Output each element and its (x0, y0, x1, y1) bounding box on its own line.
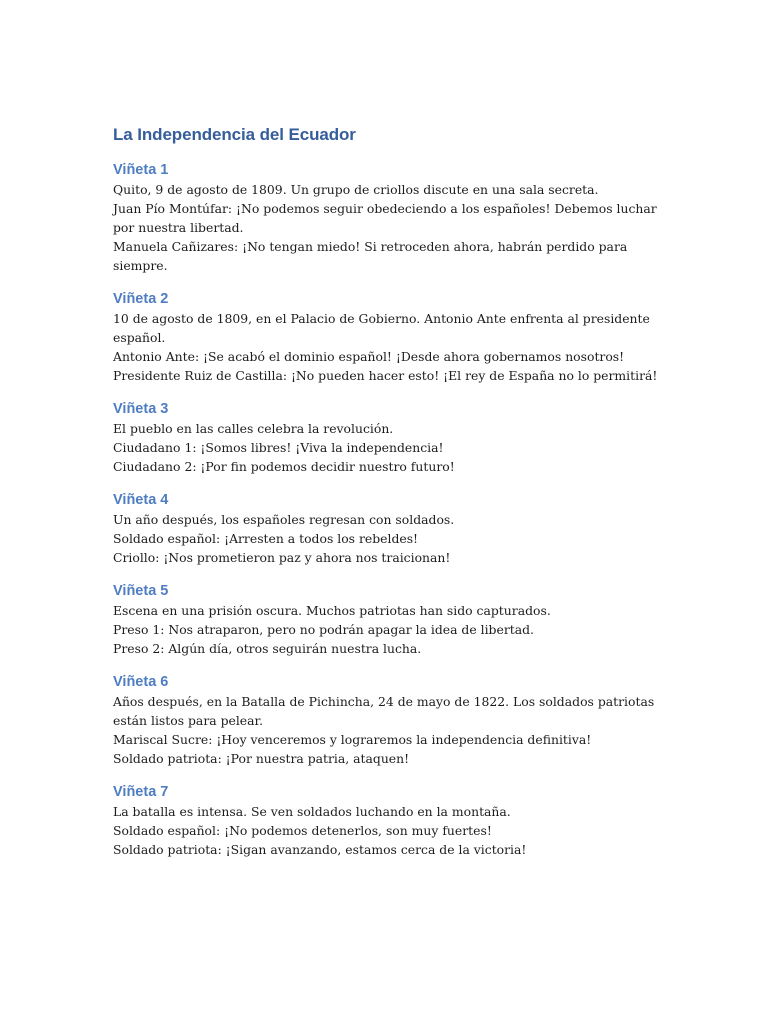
section-vineta-1 (113, 160, 658, 275)
section-vineta-2 (113, 289, 658, 385)
section-vineta-4 (113, 490, 658, 567)
section-vineta-7 (113, 782, 658, 859)
document-page (113, 121, 658, 859)
section-vineta-5 (113, 581, 658, 658)
paragraph-line: Soldado español: ¡Arresten a todos los rebeldes! (113, 531, 419, 546)
section-body (113, 180, 658, 275)
paragraph-line: Juan Pío Montúfar: ¡No podemos seguir obedeciendo a los españoles! Debemos luchar por nuestra libertad. (113, 201, 657, 235)
paragraph-line: 10 de agosto de 1809, en el Palacio de Gobierno. Antonio Ante enfrenta al presidente español. (113, 311, 650, 345)
paragraph-line: Escena en una prisión oscura. Muchos patriotas han sido capturados. (113, 603, 551, 618)
paragraph-line: La batalla es intensa. Se ven soldados luchando en la montaña. (113, 804, 511, 819)
document-title: La Independencia del Ecuador (113, 125, 356, 144)
paragraph-line: Un año después, los españoles regresan con soldados. (113, 512, 455, 527)
paragraph-line: Soldado patriota: ¡Sigan avanzando, estamos cerca de la victoria! (113, 842, 527, 857)
paragraph-line: Soldado patriota: ¡Por nuestra patria, ataquen! (113, 751, 410, 766)
section-heading: Viñeta 2 (113, 291, 169, 307)
paragraph-line: Manuela Cañizares: ¡No tengan miedo! Si retroceden ahora, habrán perdido para siempre. (113, 239, 628, 273)
section-heading: Viñeta 1 (113, 162, 169, 178)
section-vineta-6 (113, 672, 658, 768)
paragraph-line: Ciudadano 2: ¡Por fin podemos decidir nuestro futuro! (113, 459, 455, 474)
paragraph-line: Ciudadano 1: ¡Somos libres! ¡Viva la independencia! (113, 440, 444, 455)
section-heading: Viñeta 4 (113, 492, 169, 508)
paragraph-line: Años después, en la Batalla de Pichincha, 24 de mayo de 1822. Los soldados patriotas están listos para pelear. (113, 694, 655, 728)
section-body (113, 692, 658, 768)
paragraph-line: Antonio Ante: ¡Se acabó el dominio español! ¡Desde ahora gobernamos nosotros! (113, 349, 625, 364)
section-heading: Viñeta 7 (113, 784, 169, 800)
paragraph-line: Preso 2: Algún día, otros seguirán nuestra lucha. (113, 641, 422, 656)
section-body (113, 510, 658, 567)
section-body (113, 601, 658, 658)
paragraph-line: Criollo: ¡Nos prometieron paz y ahora nos traicionan! (113, 550, 451, 565)
paragraph-line: Mariscal Sucre: ¡Hoy venceremos y lograremos la independencia definitiva! (113, 732, 592, 747)
section-vineta-3 (113, 399, 658, 476)
paragraph-line: Preso 1: Nos atraparon, pero no podrán apagar la idea de libertad. (113, 622, 534, 637)
paragraph-line: Presidente Ruiz de Castilla: ¡No pueden hacer esto! ¡El rey de España no lo permitirá! (113, 368, 658, 383)
section-body (113, 309, 658, 385)
section-heading: Viñeta 3 (113, 401, 169, 417)
section-heading: Viñeta 5 (113, 583, 169, 599)
section-body (113, 802, 658, 859)
paragraph-line: Quito, 9 de agosto de 1809. Un grupo de criollos discute en una sala secreta. (113, 182, 599, 197)
section-heading: Viñeta 6 (113, 674, 169, 690)
section-body (113, 419, 658, 476)
paragraph-line: El pueblo en las calles celebra la revolución. (113, 421, 394, 436)
paragraph-line: Soldado español: ¡No podemos detenerlos, son muy fuertes! (113, 823, 492, 838)
